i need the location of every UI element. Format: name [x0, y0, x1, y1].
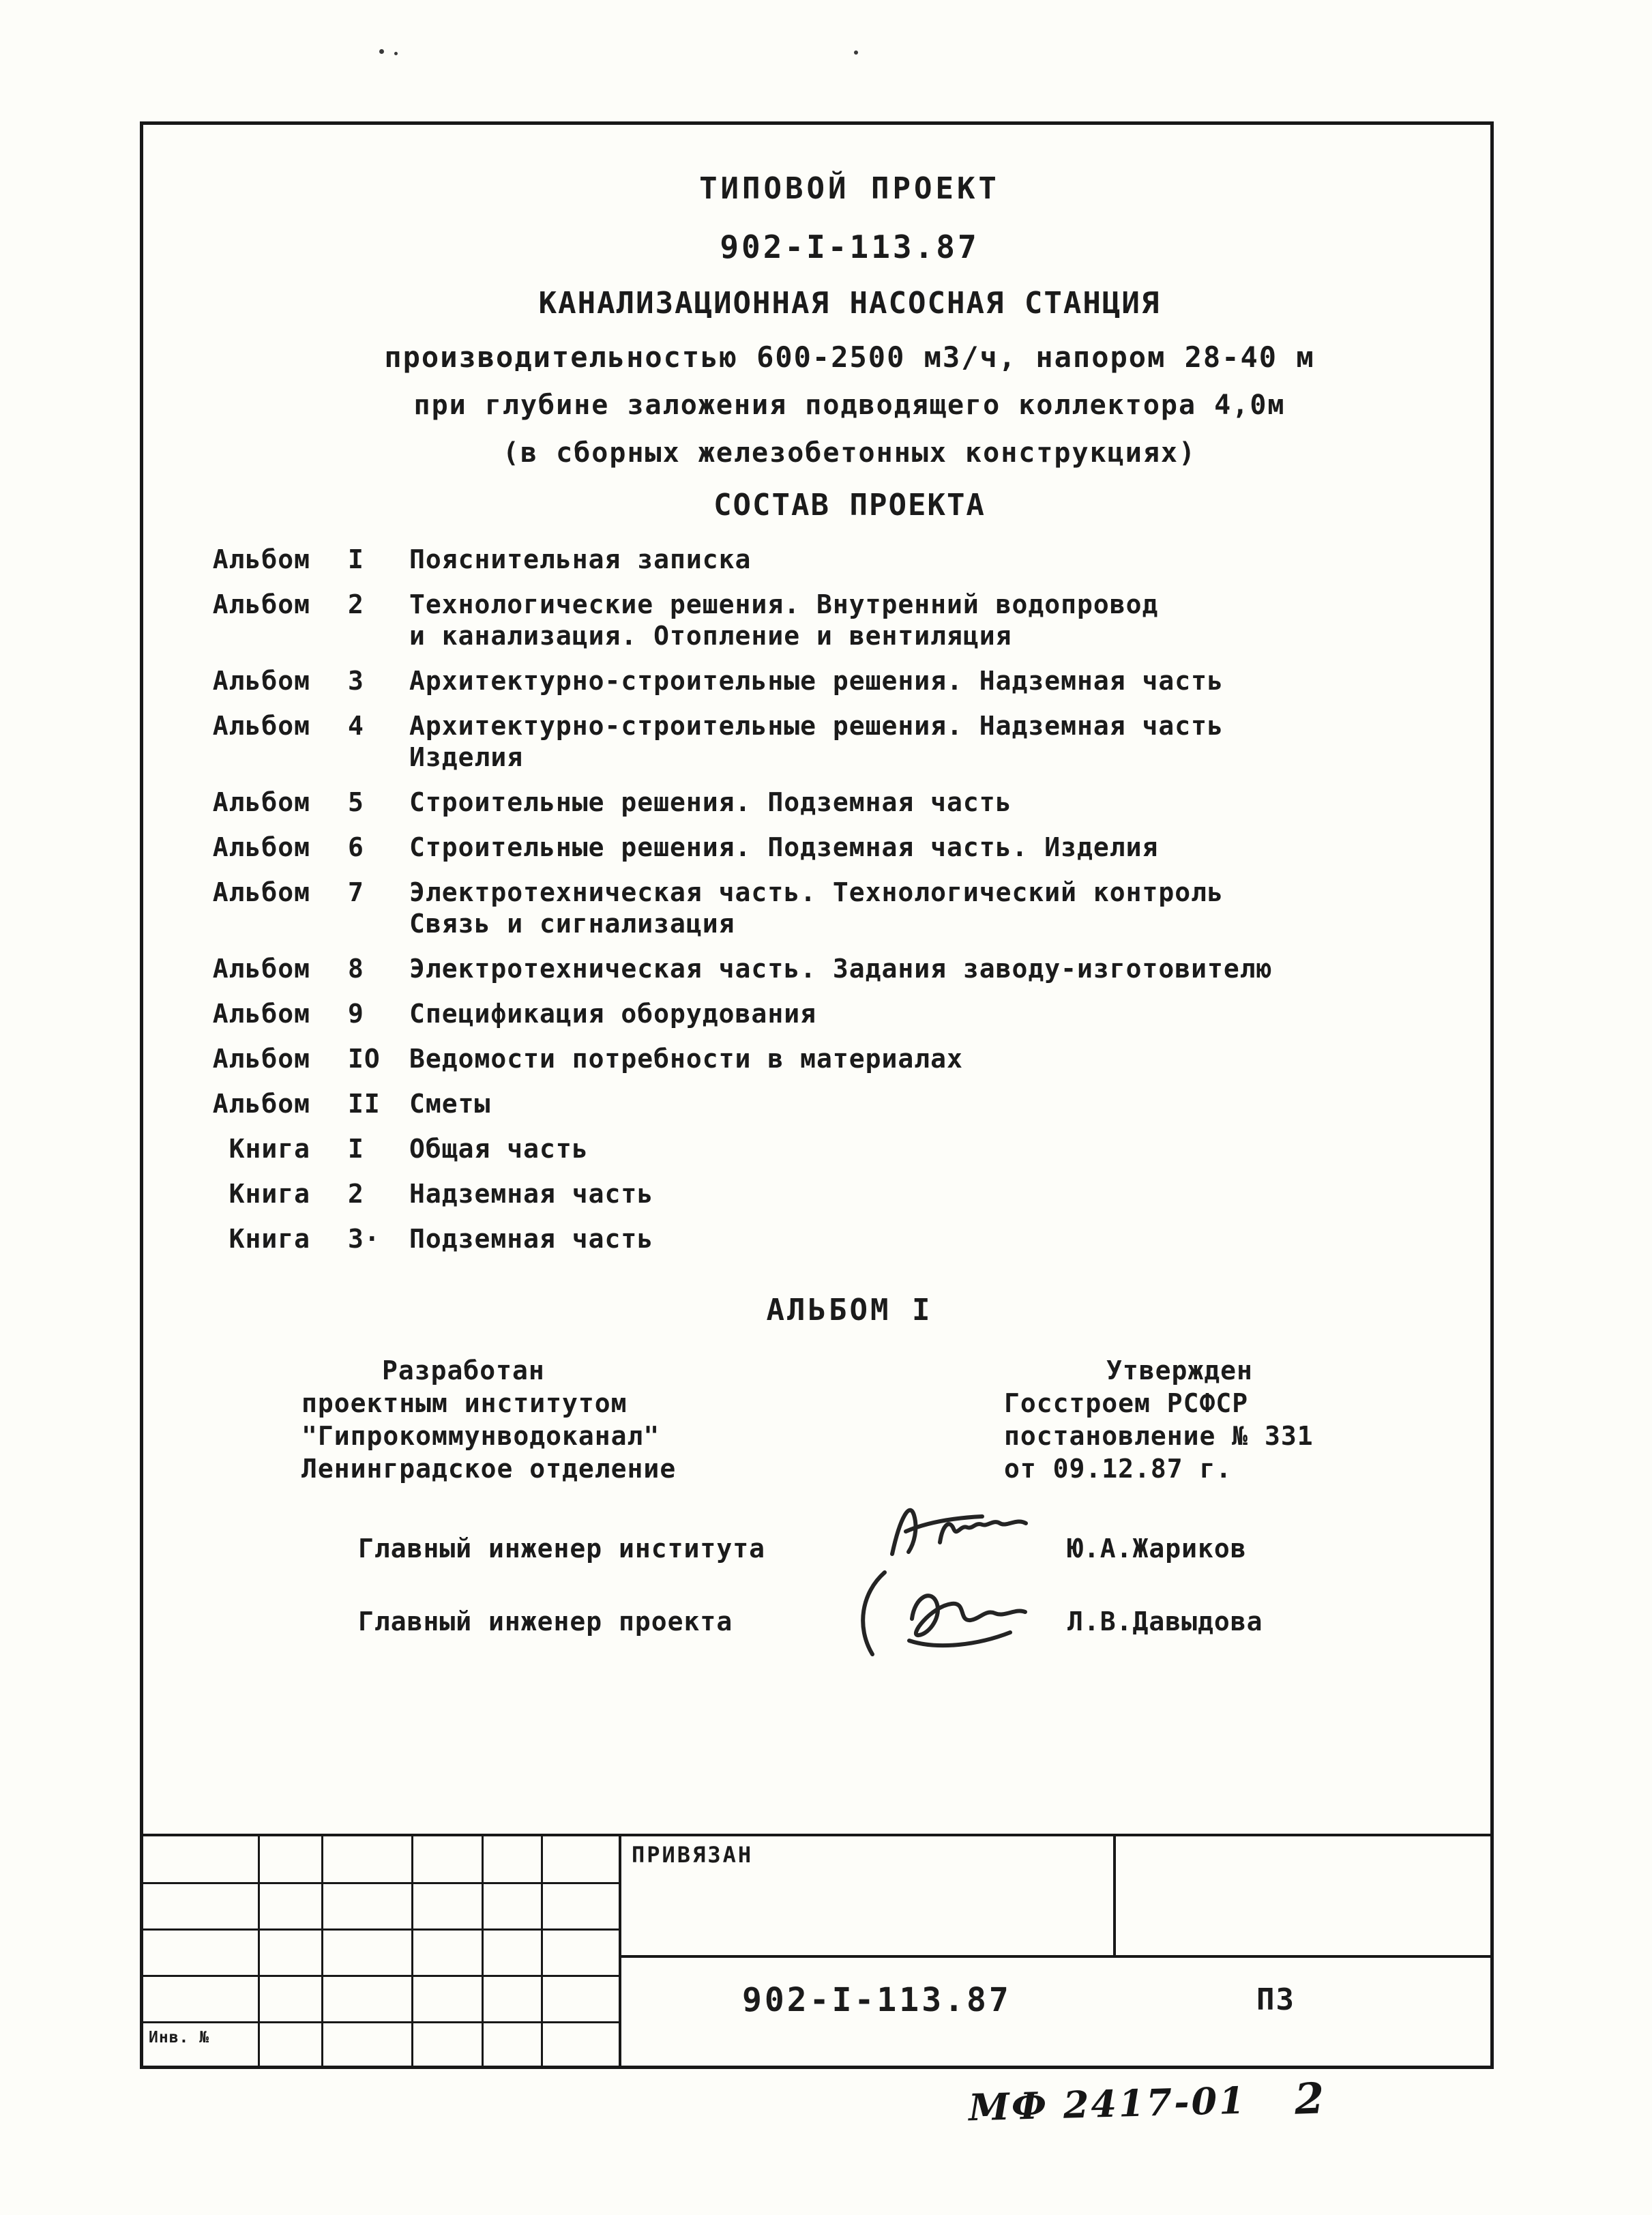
toc-row — [201, 832, 1463, 863]
toc-row — [201, 877, 1463, 939]
signatory-name: Ю.А.Жариков — [1067, 1534, 1247, 1564]
toc-item-description — [409, 544, 1463, 575]
toc-description-line: Пояснительная записка — [409, 544, 752, 574]
toc-row — [201, 787, 1463, 818]
toc-description-line: Общая часть — [409, 1134, 589, 1164]
toc-item-label: Альбом — [212, 999, 310, 1029]
toc-description-line: Архитектурно-строительные решения. Надземная часть — [409, 666, 1224, 696]
toc-item-label: Альбом — [212, 711, 310, 741]
toc-row — [201, 953, 1463, 984]
toc-item-label: Альбом — [212, 787, 310, 817]
subtitle-depth: при глубине заложения подводящего коллектора 4,0м — [413, 390, 1286, 421]
toc-item-label: Альбом — [212, 1089, 310, 1119]
toc-item-label: Книга — [228, 1224, 310, 1254]
toc-item-label: Альбом — [212, 832, 310, 862]
toc-description-line: и канализация. Отопление и вентиляция — [409, 621, 1012, 651]
toc-description-line: Электротехническая часть. Технологический контроль — [409, 877, 1224, 907]
developer-block — [301, 1354, 724, 1485]
doc-number-heading: 902-I-113.87 — [720, 229, 979, 265]
toc-item-number: IO — [348, 1044, 381, 1074]
toc-item-label: Альбом — [212, 666, 310, 696]
toc-row — [201, 1178, 1463, 1209]
toc-item-description — [409, 1133, 1463, 1164]
handwritten-form-code: МФ 2417-01 — [968, 2078, 1248, 2130]
scan-speck — [379, 49, 384, 54]
toc-item-number: 2 — [348, 1179, 364, 1209]
developer-line: Ленинградское отделение — [301, 1454, 677, 1484]
toc-description-line: Надземная часть — [409, 1179, 654, 1209]
inventory-label: Инв. № — [149, 2029, 210, 2047]
toc-item-number: 8 — [348, 954, 364, 984]
toc-item-description — [409, 1223, 1463, 1255]
album-heading: АЛЬБОМ I — [766, 1293, 933, 1327]
handwritten-page-number: 2 — [1293, 2073, 1325, 2124]
doc-type-heading: ТИПОВОЙ ПРОЕКТ — [699, 171, 1000, 206]
signatory-name: Л.В.Давыдова — [1067, 1607, 1263, 1637]
autograph-signature-icon — [880, 1489, 1050, 1571]
toc-description-line: Строительные решения. Подземная часть — [409, 787, 1012, 817]
toc-item-number: 6 — [348, 832, 364, 862]
title-block-divider — [619, 1836, 621, 2066]
autograph-signature-icon — [849, 1564, 1054, 1667]
toc-item-description — [409, 665, 1463, 696]
toc-item-description — [409, 877, 1463, 939]
developer-line: "Гипрокоммунводоканал" — [301, 1421, 660, 1451]
toc-description-line: Сметы — [409, 1089, 491, 1119]
title-block-left-grid — [143, 1836, 621, 2066]
approval-block — [1004, 1354, 1441, 1485]
toc-row — [201, 544, 1463, 575]
toc-item-number: I — [348, 544, 364, 574]
toc-item-description — [409, 832, 1463, 863]
toc-description-line: Связь и сигнализация — [409, 909, 735, 939]
binding-label: ПРИВЯЗАН — [632, 1842, 754, 1868]
subtitle-capacity: производительностью 600-2500 м3/ч, напором 28-40 м — [384, 340, 1315, 374]
toc-description-line: Изделия — [409, 742, 524, 772]
toc-item-number: II — [348, 1089, 381, 1119]
toc-row — [201, 1043, 1463, 1074]
toc-item-description — [409, 998, 1463, 1029]
scan-speck — [854, 50, 858, 55]
toc-row — [201, 998, 1463, 1029]
toc-item-description — [409, 787, 1463, 818]
toc-description-line: Спецификация оборудования — [409, 999, 816, 1029]
toc-item-description — [409, 1043, 1463, 1074]
toc-item-number: 4 — [348, 711, 364, 741]
title-block — [143, 1834, 1490, 2066]
document-frame — [140, 121, 1494, 2069]
toc-item-label: Альбом — [212, 877, 310, 907]
title-block-divider — [1113, 1836, 1116, 1955]
developer-line: проектным институтом — [301, 1388, 628, 1418]
toc-item-label: Книга — [228, 1179, 310, 1209]
title-block-doc-number: 902-I-113.87 — [742, 1981, 1012, 2019]
toc-row — [201, 589, 1463, 651]
toc-item-number: 2 — [348, 589, 364, 619]
toc-row — [201, 665, 1463, 696]
station-title: КАНАЛИЗАЦИОННАЯ НАСОСНАЯ СТАНЦИЯ — [538, 286, 1161, 321]
toc-item-label: Альбом — [212, 589, 310, 619]
approval-line: Утвержден — [1106, 1355, 1253, 1385]
developer-line: Разработан — [382, 1355, 545, 1385]
toc-item-description — [409, 589, 1463, 651]
approval-line: Госстроем РСФСР — [1004, 1388, 1249, 1418]
toc-item-label: Книга — [228, 1134, 310, 1164]
signature-role: Главный инженер института — [358, 1534, 765, 1564]
toc-item-number: 9 — [348, 999, 364, 1029]
toc-description-line: Подземная часть — [409, 1224, 654, 1254]
toc-item-description — [409, 710, 1463, 773]
toc-row — [201, 1223, 1463, 1255]
toc-row — [201, 1088, 1463, 1119]
toc-row — [201, 1133, 1463, 1164]
toc-description-line: Электротехническая часть. Задания заводу-изготовителю — [409, 954, 1273, 984]
approval-line: постановление № 331 — [1004, 1421, 1314, 1451]
toc-item-number: 3· — [348, 1224, 381, 1254]
toc-item-description — [409, 1178, 1463, 1209]
toc-item-description — [409, 953, 1463, 984]
toc-description-line: Строительные решения. Подземная часть. Изделия — [409, 832, 1159, 862]
toc-item-number: 7 — [348, 877, 364, 907]
title-block-divider — [621, 1955, 1490, 1958]
toc-item-number: 5 — [348, 787, 364, 817]
toc-description-line: Технологические решения. Внутренний водопровод — [409, 589, 1159, 619]
toc-row — [201, 710, 1463, 773]
scan-speck — [394, 52, 398, 55]
toc-item-description — [409, 1088, 1463, 1119]
toc-item-label: Альбом — [212, 544, 310, 574]
toc-item-number: I — [348, 1134, 364, 1164]
contents-heading: СОСТАВ ПРОЕКТА — [713, 488, 986, 523]
toc-item-label: Альбом — [212, 954, 310, 984]
toc-item-number: 3 — [348, 666, 364, 696]
contents-list — [201, 544, 1463, 1268]
toc-description-line: Архитектурно-строительные решения. Надземная часть — [409, 711, 1224, 741]
sheet-code: ПЗ — [1256, 1982, 1295, 2017]
subtitle-construction: (в сборных железобетонных конструкциях) — [502, 437, 1197, 469]
approval-line: от 09.12.87 г. — [1004, 1454, 1233, 1484]
toc-description-line: Ведомости потребности в материалах — [409, 1044, 963, 1074]
signature-role: Главный инженер проекта — [358, 1607, 733, 1637]
toc-item-label: Альбом — [212, 1044, 310, 1074]
